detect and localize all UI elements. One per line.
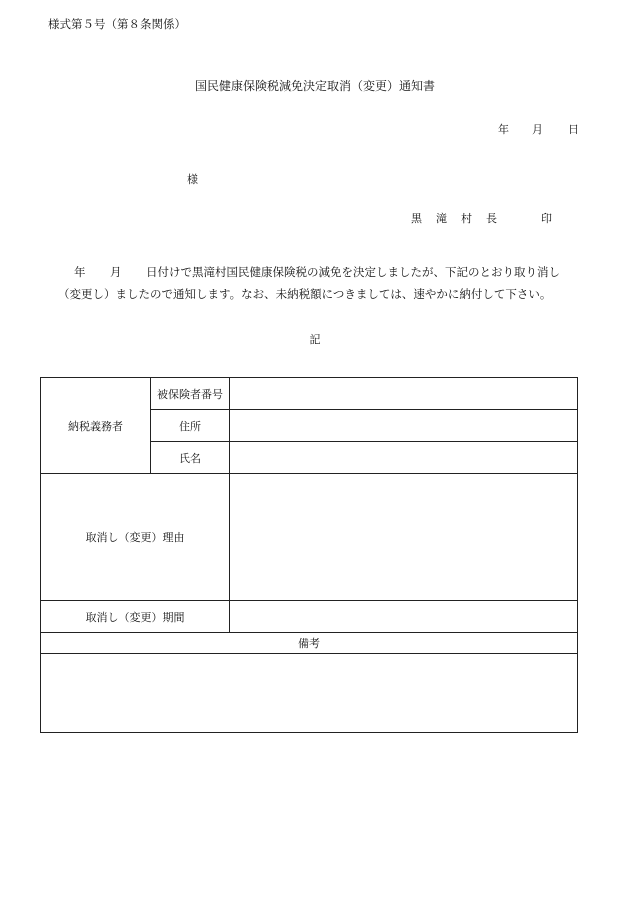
reason-label: 取消し（変更）理由 [41, 474, 230, 601]
issuer-char: 長 [486, 212, 497, 225]
insured-number-field[interactable] [230, 378, 578, 410]
remarks-label: 備考 [41, 633, 578, 654]
addressee-honorific: 様 [187, 173, 198, 186]
table-row [41, 601, 578, 633]
issuer-char: 滝 [436, 212, 447, 225]
table-row [41, 633, 578, 654]
address-label: 住所 [151, 410, 230, 442]
ki-heading: 記 [309, 333, 321, 346]
name-field[interactable] [230, 442, 578, 474]
taxpayer-label: 納税義務者 [41, 378, 151, 474]
issuer-char: 黒 [411, 212, 422, 225]
insured-number-label: 被保険者番号 [151, 378, 230, 410]
date-month-label: 月 [532, 123, 543, 136]
date-day-label: 日 [568, 123, 579, 136]
issuer-char: 村 [461, 212, 472, 225]
notice-month: 月 [110, 265, 122, 279]
issuer-line [411, 210, 552, 226]
remarks-field[interactable] [41, 654, 578, 733]
notice-line-1-text: 日付けで黒滝村国民健康保険税の減免を決定しましたが、下記のとおり取り消し [146, 265, 560, 279]
date-line [498, 121, 579, 137]
notice-table [40, 377, 578, 733]
table-row [41, 378, 578, 410]
period-field[interactable] [230, 601, 578, 633]
notice-line-2: （変更し）ましたので通知します。なお、未納税額につきましては、速やかに納付して下さい。 [58, 287, 552, 301]
date-year-label: 年 [498, 123, 509, 136]
notice-year: 年 [74, 265, 86, 279]
notice-body [58, 261, 588, 305]
table-row [41, 474, 578, 601]
seal-mark: 印 [541, 212, 552, 225]
period-label: 取消し（変更）期間 [41, 601, 230, 633]
document-title: 国民健康保険税減免決定取消（変更）通知書 [194, 79, 435, 93]
name-label: 氏名 [151, 442, 230, 474]
table-row [41, 654, 578, 733]
notice-line-1 [58, 261, 588, 283]
address-field[interactable] [230, 410, 578, 442]
reason-field[interactable] [230, 474, 578, 601]
form-number: 様式第５号（第８条関係） [48, 17, 186, 31]
